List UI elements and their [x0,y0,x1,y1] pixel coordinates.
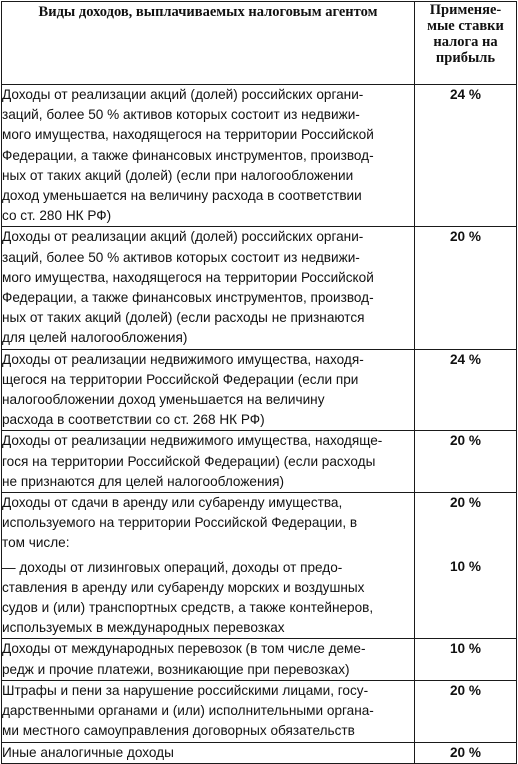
table-row [2,742,517,763]
tax-rates-table [1,1,517,764]
header-tax-rates-line: налога на [433,34,498,50]
description-line: мого имущества, находящегося на территории Российской [2,127,374,143]
header-tax-rates-line: мые ставки [427,18,504,34]
description-line: редж и прочие платежи, возникающие при перевозках) [2,661,350,677]
tax-rate-value: 24 % [450,87,481,102]
sub-description-line: — доходы от лизинговых операций, доходы от предо- [2,559,343,575]
description-line: Доходы от сдачи в аренду или субаренду имущества, [2,495,343,511]
tax-rate-value: 20 % [450,433,481,449]
tax-rate-cell [415,431,517,493]
income-description [2,85,415,227]
tax-rate-cell [415,349,517,431]
tax-rate-cell [415,680,517,742]
description-line: со ст. 280 НК РФ) [2,208,112,224]
description-line: для целей налогообложения) [2,330,188,346]
description-line: используемого на территории Российской Федерации, в [2,515,358,531]
description-line: заций, более 50 % активов которых состоит из недвижи- [2,249,360,265]
income-description [2,680,415,742]
description-line: не признаются для целей налогообложения) [2,473,284,489]
tax-rate-value: 10 % [450,641,481,657]
tax-rate-value: 24 % [450,351,481,367]
income-description [2,742,415,763]
table-row [2,431,517,493]
tax-rate-value: 20 % [450,495,481,511]
header-income-types: Виды доходов, выплачиваемых налоговым агентом [2,2,415,85]
tax-rate-cell [415,639,517,680]
tax-rate-value: 20 % [450,229,481,245]
description-line: Иные аналогичные доходы [2,744,174,760]
description-line: ми местного самоуправления договорных обязательств [2,723,355,739]
income-description [2,431,415,493]
table-row [2,639,517,680]
description-line: Доходы от реализации акций (долей) российских органи- [2,87,364,102]
income-description [2,227,415,349]
table-row [2,227,517,349]
header-tax-rates [415,2,517,85]
sub-description-line: судов и (или) транспортных средств, а также контейнеров, [2,600,374,616]
tax-rate-value: 20 % [450,682,481,698]
tax-rate-cell [415,742,517,763]
tax-rate-cell [415,493,517,639]
description-line: дарственными органами и (или) исполнительными органа- [2,703,374,719]
description-line: ных от таких акций (долей) (если расходы не признаются [2,310,365,326]
description-line: Федерации, а также финансовых инструментов, производ- [2,290,374,306]
description-line: Доходы от международных перевозок (в том числе деме- [2,641,366,657]
description-line: заций, более 50 % активов которых состоит из недвижи- [2,107,360,123]
description-line: мого имущества, находящегося на территории Российской [2,269,374,285]
description-line: Доходы от реализации недвижимого имущества, находяще- [2,433,383,449]
description-line: гося на территории Российской Федерации) (если расходы [2,453,376,469]
description-line: Доходы от реализации недвижимого имущества, находя- [2,351,364,367]
table-row [2,680,517,742]
table-row [2,493,517,639]
table-row [2,349,517,431]
table-row [2,85,517,227]
tax-rate-cell [415,85,517,227]
tax-rate-cell [415,227,517,349]
description-line: ных от таких акций (долей) (если при налогообложении [2,167,354,183]
description-line: том числе: [2,535,70,551]
income-description [2,639,415,680]
description-line: Федерации, а также финансовых инструментов, производ- [2,147,374,163]
income-description [2,493,415,639]
income-description [2,349,415,431]
description-line: Доходы от реализации акций (долей) российских органи- [2,229,364,245]
sub-tax-rate-value: 10 % [450,559,481,575]
description-line: расхода в соответствии со ст. 268 НК РФ) [2,412,265,428]
description-line: Штрафы и пени за нарушение российскими лицами, госу- [2,682,369,698]
description-line: щегося на территории Российской Федерации (если при [2,371,359,387]
description-line: налогообложении доход уменьшается на величину [2,392,325,408]
header-tax-rates-line: прибыль [435,50,496,66]
header-tax-rates-line: Применяе- [429,2,502,18]
sub-description-line: используемых в международных перевозках [2,620,285,636]
table-header-row [2,2,517,85]
tax-rate-value: 20 % [450,744,481,760]
sub-description-line: ставления в аренду или субаренду морских и воздушных [2,579,365,595]
description-line: доход уменьшается на величину расхода в соответствии [2,188,362,204]
